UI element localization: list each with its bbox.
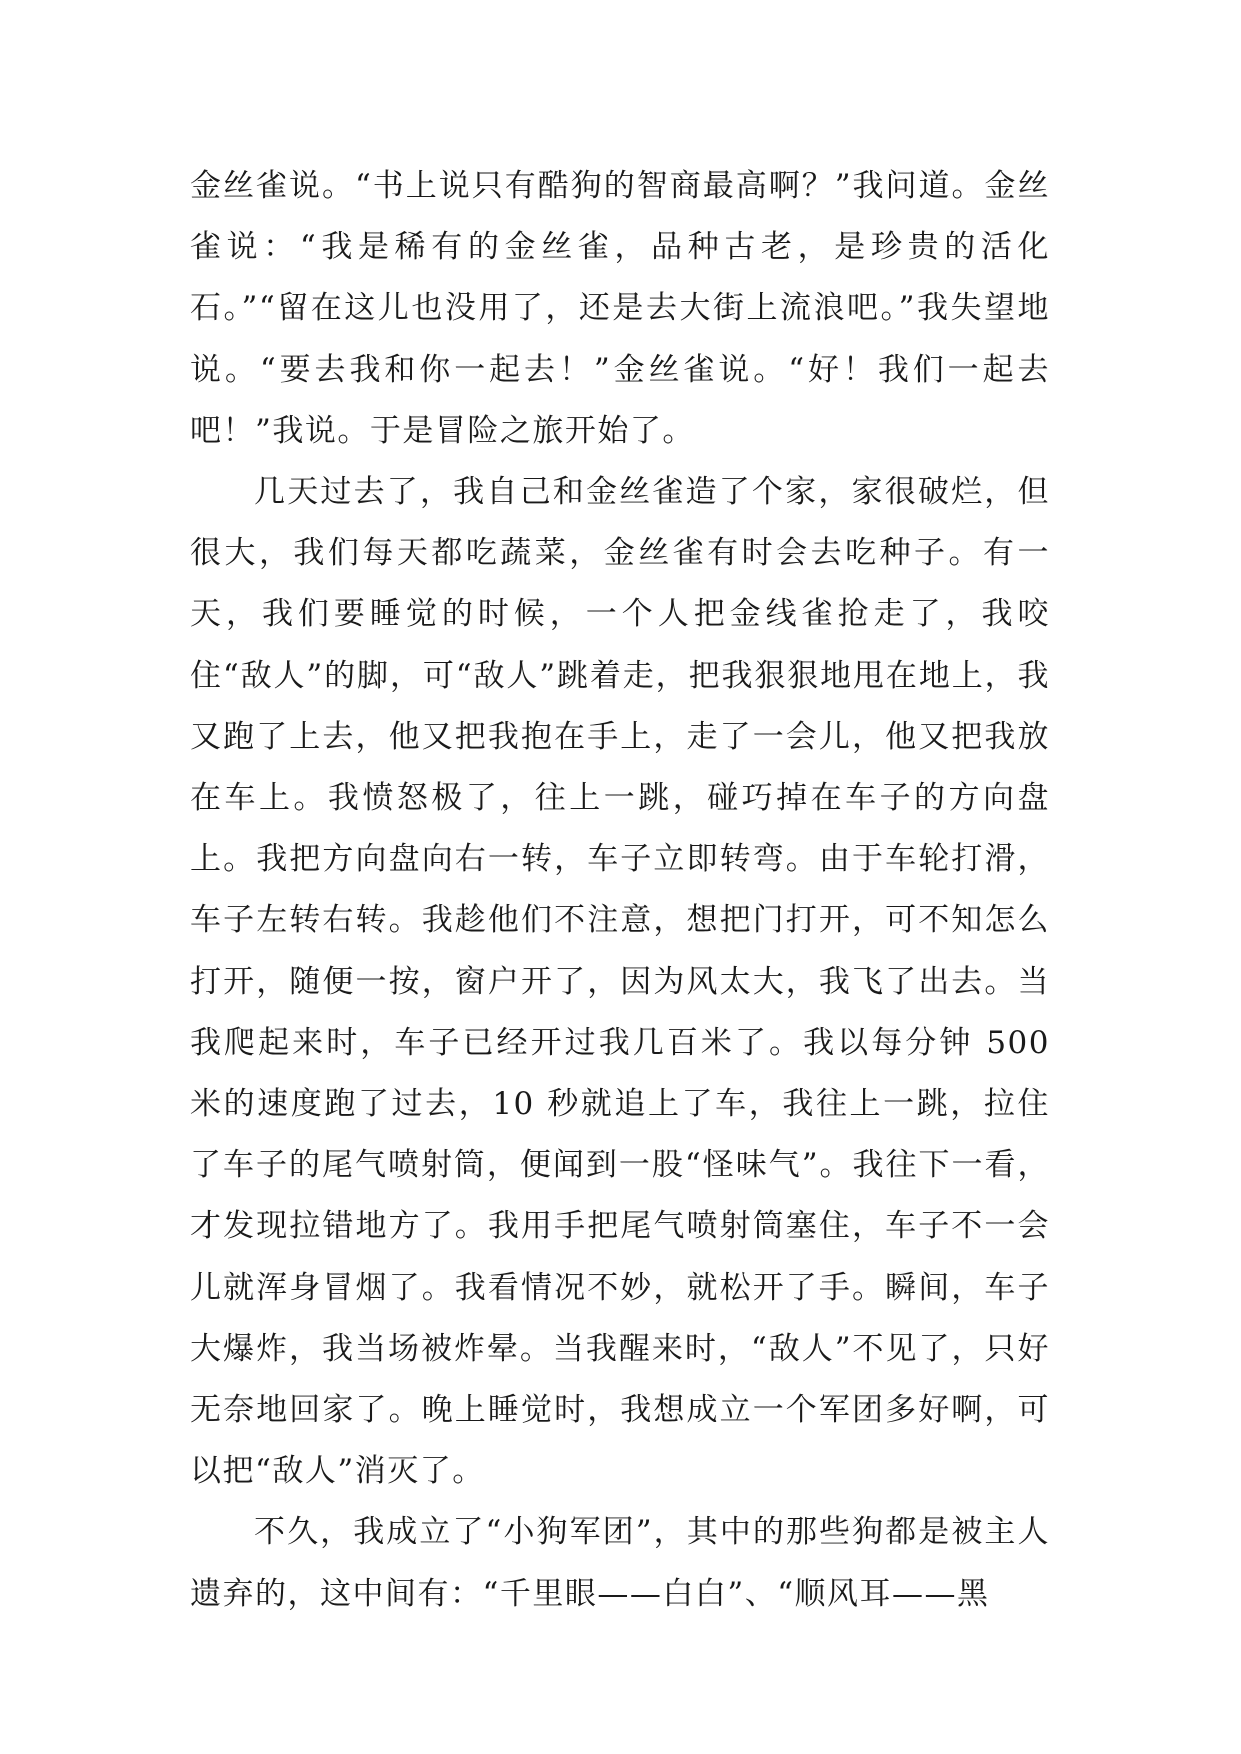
paragraph-3: 不久，我成立了“小狗军团”，其中的那些狗都是被主人遗弃的，这中间有：“千里眼——白白”、“顺风耳——黑 xyxy=(190,1514,1050,1612)
document-body xyxy=(190,156,1050,1625)
paragraph-1: 金丝雀说。“书上说只有酷狗的智商最高啊？”我问道。金丝雀说：“我是稀有的金丝雀，品种古老，是珍贵的活化石。”“留在这儿也没用了，还是去大街上流浪吧。”我失望地说。“要去我和你一起去！”金丝雀说。“好！我们一起去吧！”我说。于是冒险之旅开始了。 xyxy=(190,168,1050,449)
paragraph-2: 几天过去了，我自己和金丝雀造了个家，家很破烂，但很大，我们每天都吃蔬菜，金丝雀有时会去吃种子。有一天，我们要睡觉的时候，一个人把金线雀抢走了，我咬住“敌人”的脚，可“敌人”跳着走，把我狠狠地甩在地上，我又跑了上去，他又把我抱在手上，走了一会儿，他又把我放在车上。我愤怒极了，往上一跳，碰巧掉在车子的方向盘上。我把方向盘向右一转，车子立即转弯。由于车轮打滑，车子左转右转。我趁他们不注意，想把门打开，可不知怎么打开，随便一按，窗户开了，因为风太大，我飞了出去。当我爬起来时，车子已经开过我几百米了。我以每分钟 500 米的速度跑了过去，10 秒就追上了车，我往上一跳，拉住了车子的尾气喷射筒，便闻到一股“怪味气”。我往下一看，才发现拉错地方了。我用手把尾气喷射筒塞住，车子不一会儿就浑身冒烟了。我看情况不妙，就松开了手。瞬间，车子大爆炸，我当场被炸晕。当我醒来时，“敌人”不见了，只好无奈地回家了。晚上睡觉时，我想成立一个军团多好啊，可以把“敌人”消灭了。 xyxy=(190,474,1050,1490)
